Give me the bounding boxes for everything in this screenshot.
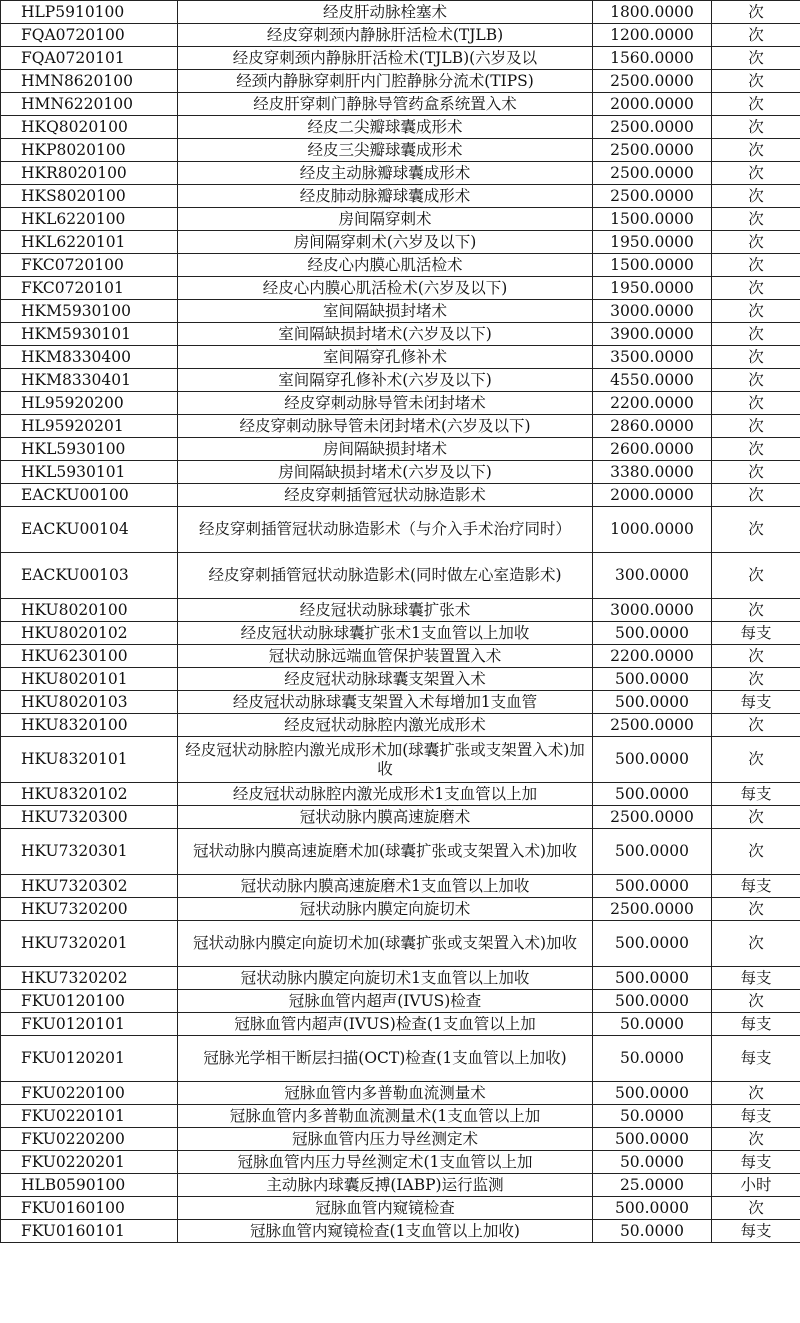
item-name-cell: 冠状动脉内膜高速旋磨术1支血管以上加收 <box>178 875 593 898</box>
item-unit-cell: 次 <box>712 185 800 208</box>
table-row <box>1 185 800 208</box>
item-unit-cell: 每支 <box>712 783 800 806</box>
item-price-cell: 1200.0000 <box>593 24 712 47</box>
item-name-cell: 冠状动脉内膜定向旋切术 <box>178 898 593 921</box>
table-row <box>1 162 800 185</box>
item-code-cell: HKU7320200 <box>1 898 178 921</box>
item-price-cell: 500.0000 <box>593 783 712 806</box>
item-name-cell: 冠状动脉内膜高速旋磨术加(球囊扩张或支架置入术)加收 <box>178 829 593 875</box>
item-unit-cell: 次 <box>712 47 800 70</box>
table-row <box>1 1036 800 1082</box>
item-name-cell: 经皮肝动脉栓塞术 <box>178 1 593 24</box>
item-code-cell: HLB0590100 <box>1 1174 178 1197</box>
item-unit-cell: 每支 <box>712 1013 800 1036</box>
item-price-cell: 3900.0000 <box>593 323 712 346</box>
item-unit-cell: 次 <box>712 829 800 875</box>
item-unit-cell: 每支 <box>712 875 800 898</box>
item-price-cell: 3380.0000 <box>593 461 712 484</box>
table-row <box>1 47 800 70</box>
item-name-cell: 主动脉内球囊反搏(IABP)运行监测 <box>178 1174 593 1197</box>
table-row <box>1 714 800 737</box>
item-price-cell: 4550.0000 <box>593 369 712 392</box>
item-unit-cell: 每支 <box>712 1151 800 1174</box>
table-row <box>1 323 800 346</box>
item-name-cell: 经皮穿刺动脉导管未闭封堵术 <box>178 392 593 415</box>
item-code-cell: HMN8620100 <box>1 70 178 93</box>
item-name-cell: 房间隔穿刺术(六岁及以下) <box>178 231 593 254</box>
item-code-cell: HL95920200 <box>1 392 178 415</box>
item-name-cell: 经皮冠状动脉球囊扩张术 <box>178 599 593 622</box>
table-row <box>1 231 800 254</box>
table-row <box>1 1082 800 1105</box>
item-code-cell: HKU7320302 <box>1 875 178 898</box>
item-unit-cell: 次 <box>712 461 800 484</box>
item-price-cell: 1500.0000 <box>593 208 712 231</box>
table-row <box>1 139 800 162</box>
item-unit-cell: 次 <box>712 714 800 737</box>
item-unit-cell: 次 <box>712 139 800 162</box>
item-code-cell: HKL5930100 <box>1 438 178 461</box>
item-price-cell: 2500.0000 <box>593 185 712 208</box>
item-code-cell: HKU6230100 <box>1 645 178 668</box>
item-code-cell: HKU8320102 <box>1 783 178 806</box>
table-row <box>1 415 800 438</box>
item-name-cell: 室间隔缺损封堵术(六岁及以下) <box>178 323 593 346</box>
table-row <box>1 300 800 323</box>
table-row <box>1 783 800 806</box>
table-row <box>1 967 800 990</box>
item-price-cell: 50.0000 <box>593 1036 712 1082</box>
table-row <box>1 1128 800 1151</box>
item-name-cell: 冠状动脉内膜定向旋切术1支血管以上加收 <box>178 967 593 990</box>
table-row <box>1 668 800 691</box>
item-unit-cell: 每支 <box>712 1036 800 1082</box>
item-price-cell: 50.0000 <box>593 1013 712 1036</box>
item-price-cell: 50.0000 <box>593 1151 712 1174</box>
item-unit-cell: 次 <box>712 1128 800 1151</box>
item-price-cell: 50.0000 <box>593 1220 712 1243</box>
item-price-cell: 2500.0000 <box>593 162 712 185</box>
item-name-cell: 冠脉血管内窥镜检查 <box>178 1197 593 1220</box>
item-name-cell: 经皮主动脉瓣球囊成形术 <box>178 162 593 185</box>
item-price-cell: 500.0000 <box>593 1197 712 1220</box>
item-name-cell: 经皮穿刺插管冠状动脉造影术（与介入手术治疗同时） <box>178 507 593 553</box>
item-code-cell: HKU8020102 <box>1 622 178 645</box>
item-name-cell: 经皮穿刺插管冠状动脉造影术 <box>178 484 593 507</box>
item-code-cell: HKP8020100 <box>1 139 178 162</box>
item-name-cell: 冠状动脉内膜定向旋切术加(球囊扩张或支架置入术)加收 <box>178 921 593 967</box>
item-code-cell: HKM5930100 <box>1 300 178 323</box>
item-name-cell: 经皮穿刺动脉导管未闭封堵术(六岁及以下) <box>178 415 593 438</box>
item-name-cell: 冠脉血管内超声(IVUS)检查(1支血管以上加 <box>178 1013 593 1036</box>
item-unit-cell: 次 <box>712 70 800 93</box>
table-row <box>1 461 800 484</box>
item-code-cell: HKU8320101 <box>1 737 178 783</box>
table-row <box>1 875 800 898</box>
table-row <box>1 507 800 553</box>
item-name-cell: 经颈内静脉穿刺肝内门腔静脉分流术(TIPS) <box>178 70 593 93</box>
item-name-cell: 冠状动脉内膜高速旋磨术 <box>178 806 593 829</box>
item-name-cell: 冠脉血管内多普勒血流测量术 <box>178 1082 593 1105</box>
item-code-cell: EACKU00100 <box>1 484 178 507</box>
fee-table-body <box>1 1 800 1243</box>
item-code-cell: HKR8020100 <box>1 162 178 185</box>
item-code-cell: HKU8020100 <box>1 599 178 622</box>
item-name-cell: 经皮三尖瓣球囊成形术 <box>178 139 593 162</box>
item-unit-cell: 次 <box>712 645 800 668</box>
item-price-cell: 1800.0000 <box>593 1 712 24</box>
item-price-cell: 2500.0000 <box>593 806 712 829</box>
item-price-cell: 2500.0000 <box>593 116 712 139</box>
table-row <box>1 737 800 783</box>
item-name-cell: 冠状动脉远端血管保护装置置入术 <box>178 645 593 668</box>
item-unit-cell: 次 <box>712 300 800 323</box>
table-row <box>1 691 800 714</box>
item-name-cell: 经皮肺动脉瓣球囊成形术 <box>178 185 593 208</box>
item-name-cell: 经皮冠状动脉球囊支架置入术 <box>178 668 593 691</box>
table-row <box>1 1220 800 1243</box>
table-row <box>1 599 800 622</box>
item-unit-cell: 次 <box>712 599 800 622</box>
item-name-cell: 经皮冠状动脉腔内激光成形术1支血管以上加 <box>178 783 593 806</box>
item-price-cell: 500.0000 <box>593 1128 712 1151</box>
item-code-cell: HKL6220101 <box>1 231 178 254</box>
table-row <box>1 1197 800 1220</box>
item-name-cell: 经皮穿刺插管冠状动脉造影术(同时做左心室造影术) <box>178 553 593 599</box>
item-code-cell: HKU8020101 <box>1 668 178 691</box>
item-name-cell: 经皮心内膜心肌活检术 <box>178 254 593 277</box>
item-name-cell: 冠脉光学相干断层扫描(OCT)检查(1支血管以上加收) <box>178 1036 593 1082</box>
item-name-cell: 经皮肝穿刺门静脉导管药盒系统置入术 <box>178 93 593 116</box>
item-name-cell: 冠脉血管内压力导丝测定术 <box>178 1128 593 1151</box>
item-unit-cell: 小时 <box>712 1174 800 1197</box>
table-row <box>1 254 800 277</box>
item-unit-cell: 次 <box>712 668 800 691</box>
item-code-cell: HMN6220100 <box>1 93 178 116</box>
item-code-cell: FQA0720100 <box>1 24 178 47</box>
table-row <box>1 1151 800 1174</box>
item-code-cell: EACKU00104 <box>1 507 178 553</box>
item-price-cell: 500.0000 <box>593 668 712 691</box>
item-price-cell: 1950.0000 <box>593 277 712 300</box>
item-unit-cell: 次 <box>712 898 800 921</box>
item-code-cell: HKL6220100 <box>1 208 178 231</box>
table-row <box>1 898 800 921</box>
item-name-cell: 经皮二尖瓣球囊成形术 <box>178 116 593 139</box>
item-code-cell: FKU0220200 <box>1 1128 178 1151</box>
item-price-cell: 1000.0000 <box>593 507 712 553</box>
item-price-cell: 25.0000 <box>593 1174 712 1197</box>
table-row <box>1 24 800 47</box>
item-name-cell: 经皮冠状动脉球囊支架置入术每增加1支血管 <box>178 691 593 714</box>
item-code-cell: HKM8330401 <box>1 369 178 392</box>
item-name-cell: 房间隔缺损封堵术(六岁及以下) <box>178 461 593 484</box>
table-row <box>1 208 800 231</box>
item-unit-cell: 次 <box>712 231 800 254</box>
item-unit-cell: 次 <box>712 369 800 392</box>
item-unit-cell: 次 <box>712 208 800 231</box>
item-price-cell: 1560.0000 <box>593 47 712 70</box>
item-unit-cell: 次 <box>712 737 800 783</box>
item-unit-cell: 次 <box>712 507 800 553</box>
item-name-cell: 房间隔缺损封堵术 <box>178 438 593 461</box>
item-name-cell: 室间隔穿孔修补术(六岁及以下) <box>178 369 593 392</box>
item-unit-cell: 次 <box>712 1 800 24</box>
item-code-cell: HKQ8020100 <box>1 116 178 139</box>
item-code-cell: HKM8330400 <box>1 346 178 369</box>
item-name-cell: 室间隔缺损封堵术 <box>178 300 593 323</box>
table-row <box>1 1174 800 1197</box>
item-price-cell: 2600.0000 <box>593 438 712 461</box>
item-unit-cell: 次 <box>712 553 800 599</box>
item-name-cell: 室间隔穿孔修补术 <box>178 346 593 369</box>
item-price-cell: 500.0000 <box>593 737 712 783</box>
item-unit-cell: 每支 <box>712 622 800 645</box>
item-price-cell: 2860.0000 <box>593 415 712 438</box>
item-name-cell: 经皮冠状动脉球囊扩张术1支血管以上加收 <box>178 622 593 645</box>
item-price-cell: 1950.0000 <box>593 231 712 254</box>
item-name-cell: 经皮冠状动脉腔内激光成形术 <box>178 714 593 737</box>
item-price-cell: 2200.0000 <box>593 392 712 415</box>
item-price-cell: 500.0000 <box>593 921 712 967</box>
item-unit-cell: 次 <box>712 1197 800 1220</box>
item-price-cell: 500.0000 <box>593 875 712 898</box>
item-price-cell: 3500.0000 <box>593 346 712 369</box>
item-code-cell: FKC0720101 <box>1 277 178 300</box>
table-row <box>1 806 800 829</box>
item-name-cell: 冠脉血管内压力导丝测定术(1支血管以上加 <box>178 1151 593 1174</box>
item-code-cell: HLP5910100 <box>1 1 178 24</box>
item-name-cell: 经皮穿刺颈内静脉肝活检术(TJLB)(六岁及以 <box>178 47 593 70</box>
item-unit-cell: 次 <box>712 323 800 346</box>
item-unit-cell: 每支 <box>712 691 800 714</box>
item-code-cell: FKC0720100 <box>1 254 178 277</box>
item-name-cell: 经皮心内膜心肌活检术(六岁及以下) <box>178 277 593 300</box>
table-row <box>1 829 800 875</box>
table-row <box>1 645 800 668</box>
item-price-cell: 500.0000 <box>593 967 712 990</box>
table-row <box>1 392 800 415</box>
item-price-cell: 500.0000 <box>593 829 712 875</box>
item-unit-cell: 次 <box>712 415 800 438</box>
item-unit-cell: 每支 <box>712 1105 800 1128</box>
item-unit-cell: 次 <box>712 484 800 507</box>
table-row <box>1 484 800 507</box>
table-row <box>1 990 800 1013</box>
item-price-cell: 500.0000 <box>593 691 712 714</box>
item-name-cell: 房间隔穿刺术 <box>178 208 593 231</box>
item-name-cell: 经皮冠状动脉腔内激光成形术加(球囊扩张或支架置入术)加收 <box>178 737 593 783</box>
item-unit-cell: 次 <box>712 162 800 185</box>
table-row <box>1 438 800 461</box>
item-code-cell: EACKU00103 <box>1 553 178 599</box>
item-code-cell: FKU0220201 <box>1 1151 178 1174</box>
table-row <box>1 1013 800 1036</box>
table-row <box>1 553 800 599</box>
item-code-cell: FKU0160100 <box>1 1197 178 1220</box>
table-row <box>1 622 800 645</box>
item-unit-cell: 次 <box>712 254 800 277</box>
item-code-cell: FQA0720101 <box>1 47 178 70</box>
item-code-cell: FKU0160101 <box>1 1220 178 1243</box>
item-code-cell: FKU0120201 <box>1 1036 178 1082</box>
item-unit-cell: 每支 <box>712 967 800 990</box>
item-price-cell: 3000.0000 <box>593 300 712 323</box>
item-code-cell: HKU7320301 <box>1 829 178 875</box>
item-price-cell: 500.0000 <box>593 622 712 645</box>
item-code-cell: HKU7320202 <box>1 967 178 990</box>
item-code-cell: FKU0220101 <box>1 1105 178 1128</box>
item-unit-cell: 次 <box>712 277 800 300</box>
item-price-cell: 2000.0000 <box>593 484 712 507</box>
item-price-cell: 2500.0000 <box>593 898 712 921</box>
item-unit-cell: 每支 <box>712 1220 800 1243</box>
item-code-cell: FKU0120100 <box>1 990 178 1013</box>
item-name-cell: 冠脉血管内窥镜检查(1支血管以上加收) <box>178 1220 593 1243</box>
table-row <box>1 116 800 139</box>
item-price-cell: 2200.0000 <box>593 645 712 668</box>
item-unit-cell: 次 <box>712 346 800 369</box>
item-unit-cell: 次 <box>712 806 800 829</box>
item-code-cell: HKM5930101 <box>1 323 178 346</box>
item-code-cell: HKU8020103 <box>1 691 178 714</box>
item-price-cell: 3000.0000 <box>593 599 712 622</box>
item-unit-cell: 次 <box>712 921 800 967</box>
item-price-cell: 300.0000 <box>593 553 712 599</box>
item-price-cell: 50.0000 <box>593 1105 712 1128</box>
item-price-cell: 1500.0000 <box>593 254 712 277</box>
table-row <box>1 921 800 967</box>
item-code-cell: HKU7320201 <box>1 921 178 967</box>
item-price-cell: 2500.0000 <box>593 139 712 162</box>
item-code-cell: HL95920201 <box>1 415 178 438</box>
item-unit-cell: 次 <box>712 116 800 139</box>
item-unit-cell: 次 <box>712 392 800 415</box>
item-price-cell: 2500.0000 <box>593 714 712 737</box>
item-code-cell: HKS8020100 <box>1 185 178 208</box>
table-row <box>1 1 800 24</box>
table-row <box>1 277 800 300</box>
item-code-cell: HKU7320300 <box>1 806 178 829</box>
item-price-cell: 2500.0000 <box>593 70 712 93</box>
item-code-cell: FKU0120101 <box>1 1013 178 1036</box>
item-price-cell: 500.0000 <box>593 1082 712 1105</box>
item-unit-cell: 次 <box>712 990 800 1013</box>
item-unit-cell: 次 <box>712 93 800 116</box>
item-name-cell: 冠脉血管内超声(IVUS)检查 <box>178 990 593 1013</box>
item-code-cell: FKU0220100 <box>1 1082 178 1105</box>
table-row <box>1 93 800 116</box>
item-name-cell: 经皮穿刺颈内静脉肝活检术(TJLB) <box>178 24 593 47</box>
table-row <box>1 346 800 369</box>
item-price-cell: 500.0000 <box>593 990 712 1013</box>
item-price-cell: 2000.0000 <box>593 93 712 116</box>
table-row <box>1 1105 800 1128</box>
table-row <box>1 70 800 93</box>
item-unit-cell: 次 <box>712 1082 800 1105</box>
item-code-cell: HKL5930101 <box>1 461 178 484</box>
table-row <box>1 369 800 392</box>
item-name-cell: 冠脉血管内多普勒血流测量术(1支血管以上加 <box>178 1105 593 1128</box>
item-unit-cell: 次 <box>712 438 800 461</box>
item-unit-cell: 次 <box>712 24 800 47</box>
item-code-cell: HKU8320100 <box>1 714 178 737</box>
